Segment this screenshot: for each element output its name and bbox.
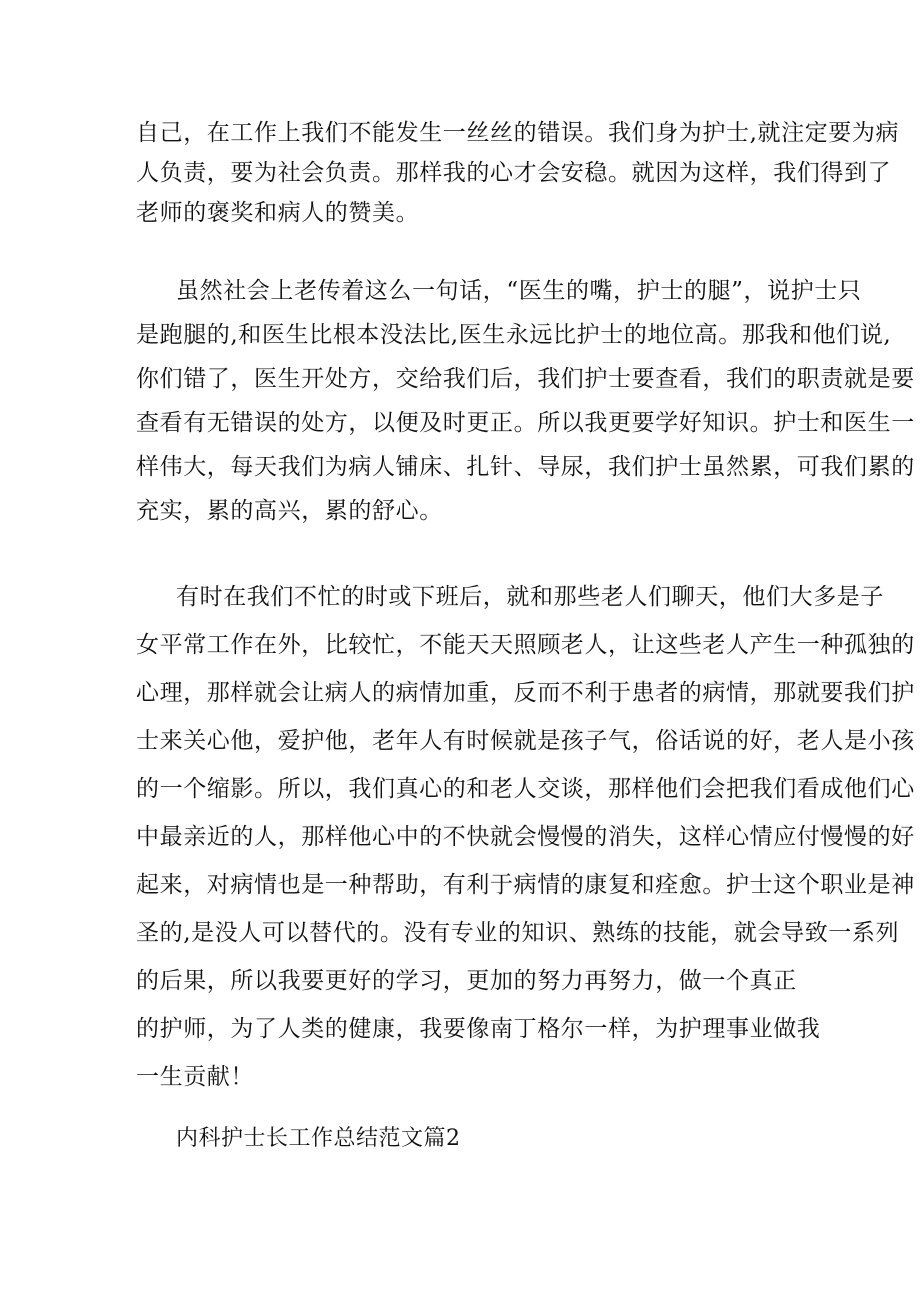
paragraph-3-line-5: 的一个缩影。所以，我们真心的和老人交谈，那样他们会把我们看成他们心 bbox=[136, 776, 915, 802]
section-heading: 内科护士长工作总结范文篇2 bbox=[176, 1126, 461, 1151]
paragraph-3-line-6: 中最亲近的人，那样他心中的不快就会慢慢的消失，这样心情应付慢慢的好 bbox=[136, 824, 915, 850]
paragraph-3-line-9: 的后果，所以我要更好的学习，更加的努力再努力，做一个真正 bbox=[136, 968, 797, 994]
paragraph-1-line-2: 人负责，要为社会负责。那样我的心才会安稳。就因为这样，我们得到了 bbox=[136, 160, 892, 186]
paragraph-2-line-6: 充实，累的高兴，累的舒心。 bbox=[136, 498, 443, 524]
paragraph-3-line-10: 的护师，为了人类的健康，我要像南丁格尔一样，为护理事业做我 bbox=[136, 1016, 821, 1042]
paragraph-2-line-4: 查看有无错误的处方，以便及时更正。所以我更要学好知识。护士和医生一 bbox=[136, 410, 915, 436]
paragraph-2-line-3: 你们错了，医生开处方，交给我们后，我们护士要查看，我们的职责就是要 bbox=[136, 366, 915, 392]
paragraph-3-line-4: 士来关心他，爱护他，老年人有时候就是孩子气，俗话说的好，老人是小孩 bbox=[136, 728, 915, 754]
paragraph-3-line-11: 一生贡献！ bbox=[136, 1064, 254, 1090]
paragraph-3-line-2: 女平常工作在外，比较忙，不能天天照顾老人，让这些老人产生一种孤独的 bbox=[136, 632, 915, 658]
paragraph-3-line-3: 心理，那样就会让病人的病情加重，反而不利于患者的病情，那就要我们护 bbox=[136, 680, 915, 706]
paragraph-2-line-1: 虽然社会上老传着这么一句话，“医生的嘴，护士的腿”，说护士只 bbox=[176, 278, 862, 304]
paragraph-3-line-8: 圣的,是没人可以替代的。没有专业的知识、熟练的技能，就会导致一系列 bbox=[136, 920, 900, 946]
paragraph-2-line-5: 样伟大，每天我们为病人铺床、扎针、导尿，我们护士虽然累，可我们累的 bbox=[136, 454, 915, 480]
paragraph-3-line-1: 有时在我们不忙的时或下班后，就和那些老人们聊天，他们大多是子 bbox=[176, 584, 884, 610]
paragraph-3-line-7: 起来，对病情也是一种帮助，有利于病情的康复和痊愈。护士这个职业是神 bbox=[136, 872, 915, 898]
paragraph-1-line-3: 老师的褒奖和病人的赞美。 bbox=[136, 200, 420, 226]
paragraph-1-line-1: 自己，在工作上我们不能发生一丝丝的错误。我们身为护士,就注定要为病 bbox=[136, 120, 900, 146]
paragraph-2-line-2: 是跑腿的,和医生比根本没法比,医生永远比护士的地位高。那我和他们说, bbox=[136, 322, 892, 348]
